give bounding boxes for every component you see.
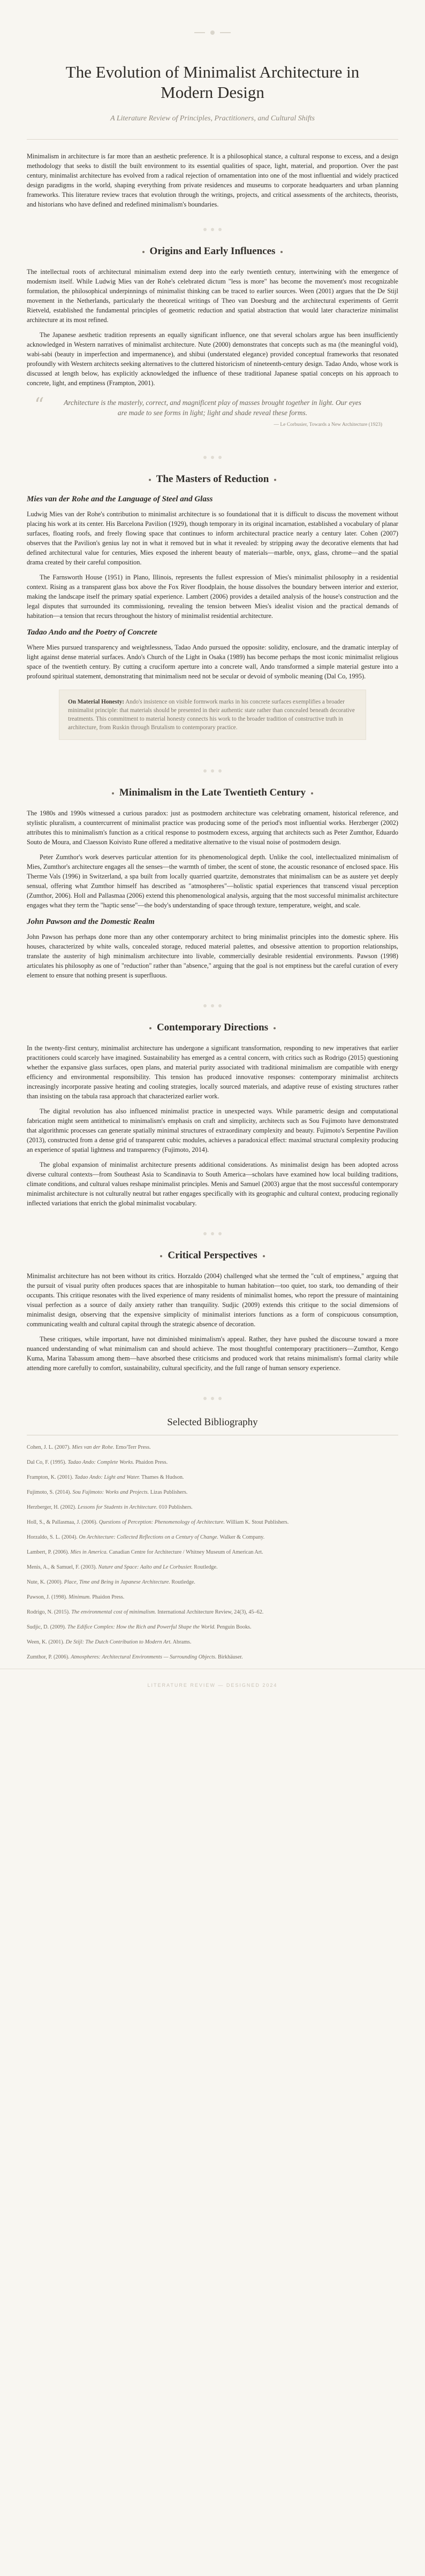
reference-title: Mies in America.	[70, 1549, 108, 1555]
document-title: The Evolution of Minimalist Architecture in Modern Design	[65, 63, 360, 102]
reference-title: Minimum.	[69, 1594, 91, 1600]
reference-authors: Frampton, K. (2001).	[27, 1474, 75, 1480]
reference-title: Lessons for Students in Architecture.	[78, 1504, 158, 1510]
reference-entry	[27, 1459, 398, 1466]
paragraph: The Japanese aesthetic tradition represents an equally significant influence, one that several scholars argue has been insufficiently acknowledged in Western narratives of minimalist architecture. Nute (2000) demonstrates that concepts such as ma (the meaningful void), wabi-sabi (beauty in imperfection and impermanence), and shibui (understated elegance) provided conceptual frameworks that resonated profoundly with Western architects seeking alternatives to the cluttered historicism of nineteenth-century design. Tadao Ando, whose work is discussed at length below, has explicitly acknowledged the influence of these traditional Japanese spatial concepts on his approach to concrete, light, and emptiness (Frampton, 2001).	[27, 331, 398, 387]
reference-authors: Menis, A., & Samuel, F. (2003).	[27, 1564, 98, 1570]
reference-authors: Fujimoto, S. (2014).	[27, 1489, 73, 1495]
reference-list	[27, 1444, 398, 1661]
reference-publisher: Phaidon Press.	[90, 1594, 125, 1600]
reference-title: Place, Time and Being in Japanese Architecture.	[64, 1579, 170, 1585]
section-origins	[0, 246, 425, 427]
reference-authors: Rodrigo, N. (2015).	[27, 1609, 72, 1615]
reference-publisher: Phaidon Press.	[134, 1459, 168, 1465]
reference-publisher: Lizas Publishers.	[149, 1489, 188, 1495]
section-separator	[0, 437, 425, 470]
bibliography-heading: Selected Bibliography	[167, 1417, 258, 1428]
paragraph: In the twenty-first century, minimalist architecture has undergone a significant transformation, responding to new imperatives that earlier practitioners could scarcely have imagined. Sustainability has emerged as a central concern, with critics such as Rodrigo (2015) questioning whether the expansive glass surfaces, open plans, and material purity associated with traditional minimalism are compatible with energy efficiency and environmental responsibility. This tension has produced innovative responses: contemporary minimalist architects increasingly incorporate passive heating and cooling strategies, locally sourced materials, and adaptive reuse of existing structures rather than insisting on the tabula rasa approach that characterized earlier work.	[27, 1044, 398, 1100]
reference-entry	[27, 1624, 398, 1631]
paragraph: Where Mies pursued transparency and weightlessness, Tadao Ando pursued the opposite: solidity, enclosure, and the dramatic interplay of light against dense material surfaces. Ando's Church of the Light in Osaka (1989) has become perhaps the most iconic minimalist religious space of the twentieth century. By cutting a cruciform aperture into a concrete wall, Ando transformed a simple material gesture into a profound spiritual statement, demonstrating that minimalism need not be secular or devoid of symbolic meaning (Dal Co, 1995).	[27, 644, 398, 680]
bibliography	[0, 1417, 425, 1661]
reference-title: Sou Fujimoto: Works and Projects.	[72, 1489, 149, 1495]
reference-authors: Zumthor, P. (2006).	[27, 1654, 71, 1660]
section-contemporary	[0, 1022, 425, 1208]
section-heading: Contemporary Directions	[27, 1022, 398, 1034]
section-heading: The Masters of Reduction	[27, 473, 398, 485]
reference-title: Nature and Space: Aalto and Le Corbusier.	[98, 1564, 193, 1570]
subsection-heading: Mies van der Rohe and the Language of Steel and Glass	[27, 495, 213, 503]
reference-title: Questions of Perception: Phenomenology of Architecture.	[98, 1519, 225, 1525]
paragraph: The intellectual roots of architectural minimalism extend deep into the early twentieth century, intertwining with the emergence of modernism itself. While Ludwig Mies van der Rohe's celebrated dictum "less is more" has become the movement's most recognizable formulation, the philosophical underpinnings of minimalist thinking can be traced to earlier sources. Ween (2001) argues that the De Stijl movement in the Netherlands, particularly the theoretical writings of Theo van Doesburg and the architectural experiments of Gerrit Rietveld, established the fundamental principles of geometric reduction and spatial abstraction that would later characterize minimalist architecture at its most refined.	[27, 268, 398, 324]
reference-entry	[27, 1534, 398, 1541]
paragraph: Minimalist architecture has not been without its critics. Horzaldo (2004) challenged what she termed the "cult of emptiness," arguing that the pursuit of visual purity often produces spaces that are inhospitable to human habitation—too quiet, too stark, too demanding of their occupants. This critique resonates with the lived experience of many residents of minimalist homes, who report the pressure of maintaining visual perfection as a source of daily anxiety rather than tranquility. Sudjic (2009) extends this critique to the social dimensions of minimalist design, observing that the expensive simplicity of minimalist interiors functions as a form of conspicuous consumption, communicating wealth and cultural capital through the strategic absence of decoration.	[27, 1272, 398, 1328]
header-divider	[27, 139, 398, 140]
subsection-heading: Tadao Ando and the Poetry of Concrete	[27, 628, 157, 637]
reference-entry	[27, 1654, 398, 1661]
paragraph: These critiques, while important, have not diminished minimalism's appeal. Rather, they have pushed the discourse toward a more nuanced understanding of what minimalism can and should achieve. The most thoughtful contemporary practitioners—Zumthor, Kengo Kuma, Marina Tabassum among them—have absorbed these criticisms and produced work that retains minimalism's formal clarity while attending more carefully to comfort, sustainability, cultural specificity, and the full range of human sensory experience.	[27, 1335, 398, 1372]
reference-title: Atmospheres: Architectural Environments — Surrounding Objects.	[71, 1654, 217, 1660]
top-ornament	[0, 0, 425, 43]
reference-authors: Nute, K. (2000).	[27, 1579, 64, 1585]
reference-authors: Dal Co, F. (1995).	[27, 1459, 68, 1465]
reference-title: The environmental cost of minimalism.	[71, 1609, 156, 1615]
reference-publisher: Routledge.	[192, 1564, 218, 1570]
reference-authors: Holl, S., & Pallasmaa, J. (2006).	[27, 1519, 99, 1525]
pull-quote	[27, 394, 398, 427]
reference-title: Mies van der Rohe.	[72, 1444, 115, 1450]
footer-text: LITERATURE REVIEW — DESIGNED 2024	[147, 1683, 278, 1688]
paragraph: The 1980s and 1990s witnessed a curious paradox: just as postmodern architecture was celebrating ornament, historical reference, and stylistic pluralism, a countercurrent of minimalist practice was producing some of the period's most influential works. Herzberger (2002) attributes this to minimalism's function as a critical response to postmodern excess, arguing that architects such as Peter Zumthor, Eduardo Souto de Moura, and Claesson Koivisto Rune offered a meditative alternative to the visual noise of postmodern design.	[27, 809, 398, 846]
reference-title: The Edifice Complex: How the Rich and Powerful Shape the World.	[67, 1624, 216, 1630]
reference-publisher: Canadian Centre for Architecture / Whitney Museum of American Art.	[108, 1549, 263, 1555]
document-subtitle: A Literature Review of Principles, Practitioners, and Cultural Shifts	[110, 114, 315, 123]
subsection-heading: John Pawson and the Domestic Realm	[27, 918, 155, 926]
reference-entry	[27, 1444, 398, 1451]
reference-publisher: William K. Stout Publishers.	[224, 1519, 289, 1525]
section-heading: Origins and Early Influences	[27, 246, 398, 257]
paragraph: The Farnsworth House (1951) in Plano, Illinois, represents the fullest expression of Mies's minimalist philosophy in a residential context. Rising as a transparent glass box above the Fox River floodplain, the house dissolves the boundary between interior and exterior, making the landscape itself the primary spatial experience. Lambert (2006) provides a detailed analysis of the house's construction and the legal disputes that surrounded its commissioning, revealing the tension between Mies's idealist vision and the practical demands of habitation—a tension that recurs throughout the history of minimalist residential architecture.	[27, 574, 398, 620]
callout-note	[59, 690, 366, 740]
reference-publisher: Birkhäuser.	[216, 1654, 243, 1660]
reference-title: On Architecture: Collected Reflections on a Century of Change.	[79, 1534, 219, 1540]
reference-entry	[27, 1579, 398, 1586]
paragraph: John Pawson has perhaps done more than any other contemporary architect to bring minimalist principles into the domestic sphere. His houses, characterized by white walls, concealed storage, reduced material palettes, and obsessive attention to proportion relationships, translate the austerity of high minimalism architecture into livable, commercially desirable residential environments. Pawson (1998) articulates his philosophy as one of "reduction" rather than "absence," arguing that the goal is not emptiness but the careful curation of every element to ensure that nothing present is superfluous.	[27, 933, 398, 979]
reference-title: Tadao Ando: Light and Water.	[74, 1474, 140, 1480]
section-separator	[0, 1213, 425, 1247]
reference-authors: Pawson, J. (1998).	[27, 1594, 69, 1600]
reference-entry	[27, 1519, 398, 1526]
reference-entry	[27, 1549, 398, 1556]
section-masters	[0, 473, 425, 740]
reference-entry	[27, 1504, 398, 1511]
reference-publisher: Walker & Company.	[218, 1534, 265, 1540]
reference-authors: Herzberger, H. (2002).	[27, 1504, 78, 1510]
reference-publisher: 010 Publishers.	[157, 1504, 193, 1510]
quote-mark-icon: “	[34, 394, 44, 416]
reference-publisher: Abrams.	[171, 1639, 192, 1645]
reference-entry	[27, 1639, 398, 1646]
section-separator	[0, 985, 425, 1019]
reference-authors: Cohen, J. L. (2007).	[27, 1444, 72, 1450]
paragraph: The global expansion of minimalist architecture presents additional considerations. As minimalist design has been adopted across diverse cultural contexts—from Southeast Asia to Scandinavia to South America—scholars have examined how local building traditions, climate conditions, and cultural values reshape minimalist principles. Menis and Samuel (2003) argue that the most successful contemporary minimalist architecture is not culturally neutral but rather engages specifically with its geographic and cultural context, producing regionally inflected variations that enrich the global minimalist vocabulary.	[27, 1161, 398, 1207]
footer	[0, 1669, 425, 1690]
section-separator	[0, 1378, 425, 1411]
paragraph: Peter Zumthor's work deserves particular attention for its phenomenological depth. Unlike the cool, intellectualized minimalism of Mies, Zumthor's architecture engages all the senses—the warmth of timber, the scent of stone, the acoustic resonance of enclosed space. His Therme Vals (1996) in Switzerland, a spa built from locally quarried quartzite, demonstrates that minimalism can be as austere yet deeply sensual, offering what Zumthor himself has described as "atmospheres"—holistic spatial experiences that transcend visual perception (Zumthor, 2006). Holl and Pallasmaa (2006) extend this phenomenological analysis, arguing that the most successful minimalist architecture engages what they term the "haptic sense"—the body's understanding of space through texture, temperature, weight, and scale.	[27, 853, 398, 909]
note-text: Ando's insistence on visible formwork marks in his concrete surfaces exemplifies a broader minimalist principle: that materials should be presented in their authentic state rather than concealed beneath decorative treatments. This commitment to material honesty connects his work to the broader tradition of constructive truth in architecture, from Ruskin through Brutalism to contemporary practice.	[68, 699, 355, 731]
reference-publisher: Routledge.	[170, 1579, 195, 1585]
reference-publisher: Emo/Terr Press.	[114, 1444, 151, 1450]
reference-publisher: International Architecture Review, 24(3), 45–62.	[156, 1609, 264, 1615]
section-late-twentieth	[0, 787, 425, 980]
section-separator	[0, 209, 425, 242]
reference-title: Tadao Ando: Complete Works.	[67, 1459, 134, 1465]
reference-authors: Horzaldo, S. L. (2004).	[27, 1534, 79, 1540]
reference-entry	[27, 1594, 398, 1601]
reference-authors: Sudjic, D. (2009).	[27, 1624, 67, 1630]
reference-entry	[27, 1474, 398, 1481]
reference-entry	[27, 1564, 398, 1571]
reference-publisher: Thames & Hudson.	[140, 1474, 184, 1480]
reference-authors: Ween, K. (2001).	[27, 1639, 66, 1645]
paragraph: The digital revolution has also influenced minimalist practice in unexpected ways. While parametric design and computational fabrication might seem antithetical to minimalism's emphasis on craft and simplicity, architects such as Sou Fujimoto have demonstrated that algorithmic processes can generate spatially minimal structures of extraordinary complexity and beauty. Fujimoto's Serpentine Pavilion (2013), constructed from a dense grid of transparent cubic modules, achieves a paradoxical effect: maximal structural complexity producing an experience of spatial lightness and transparency (Fujimoto, 2014).	[27, 1107, 398, 1153]
quote-citation: — Le Corbusier, Towards a New Architecture (1923)	[274, 422, 382, 427]
section-heading: Minimalism in the Late Twentieth Century	[27, 787, 398, 799]
section-heading: Critical Perspectives	[27, 1250, 398, 1262]
quote-text: Architecture is the masterly, correct, and magnificent play of masses brought together in light. Our eyes are made to see forms in light; light and shade reveal these forms.	[64, 399, 361, 417]
section-separator	[0, 751, 425, 784]
abstract: Minimalism in architecture is far more than an aesthetic preference. It is a philosophical stance, a cultural response to excess, and a design methodology that seeks to distill the built environment to its essential qualities of space, light, material, and proportion. Over the past century, minimalist architecture has evolved from a radical rejection of ornamentation into one of the most influential and widely practiced design paradigms in the world, shaping everything from private residences and museums to corporate headquarters and urban planning frameworks. This literature review traces that evolution through the writings, projects, and critical assessments of the architects, theorists, and historians who have defined and redefined minimalism's boundaries.	[27, 152, 398, 208]
reference-authors: Lambert, P. (2006).	[27, 1549, 71, 1555]
section-critical	[0, 1250, 425, 1373]
reference-title: De Stijl: The Dutch Contribution to Modern Art.	[65, 1639, 172, 1645]
note-label: On Material Honesty:	[68, 699, 125, 705]
reference-entry	[27, 1609, 398, 1616]
paragraph: Ludwig Mies van der Rohe's contribution to minimalist architecture is so foundational that it is difficult to discuss the movement without placing his work at its center. His Barcelona Pavilion (1929), though temporary in its original incarnation, established a vocabulary of planar surfaces, floating roofs, and freely flowing space that continues to inform architectural practice nearly a century later. Cohen (2007) observes that the Pavilion's genius lay not in what it removed but in what it revealed: by stripping away the decorative elements that had defined architectural value for centuries, Mies exposed the inherent beauty of materials—marble, onyx, glass, chrome—and the spatial drama created by their careful composition.	[27, 510, 398, 566]
reference-publisher: Penguin Books.	[215, 1624, 252, 1630]
reference-entry	[27, 1489, 398, 1496]
